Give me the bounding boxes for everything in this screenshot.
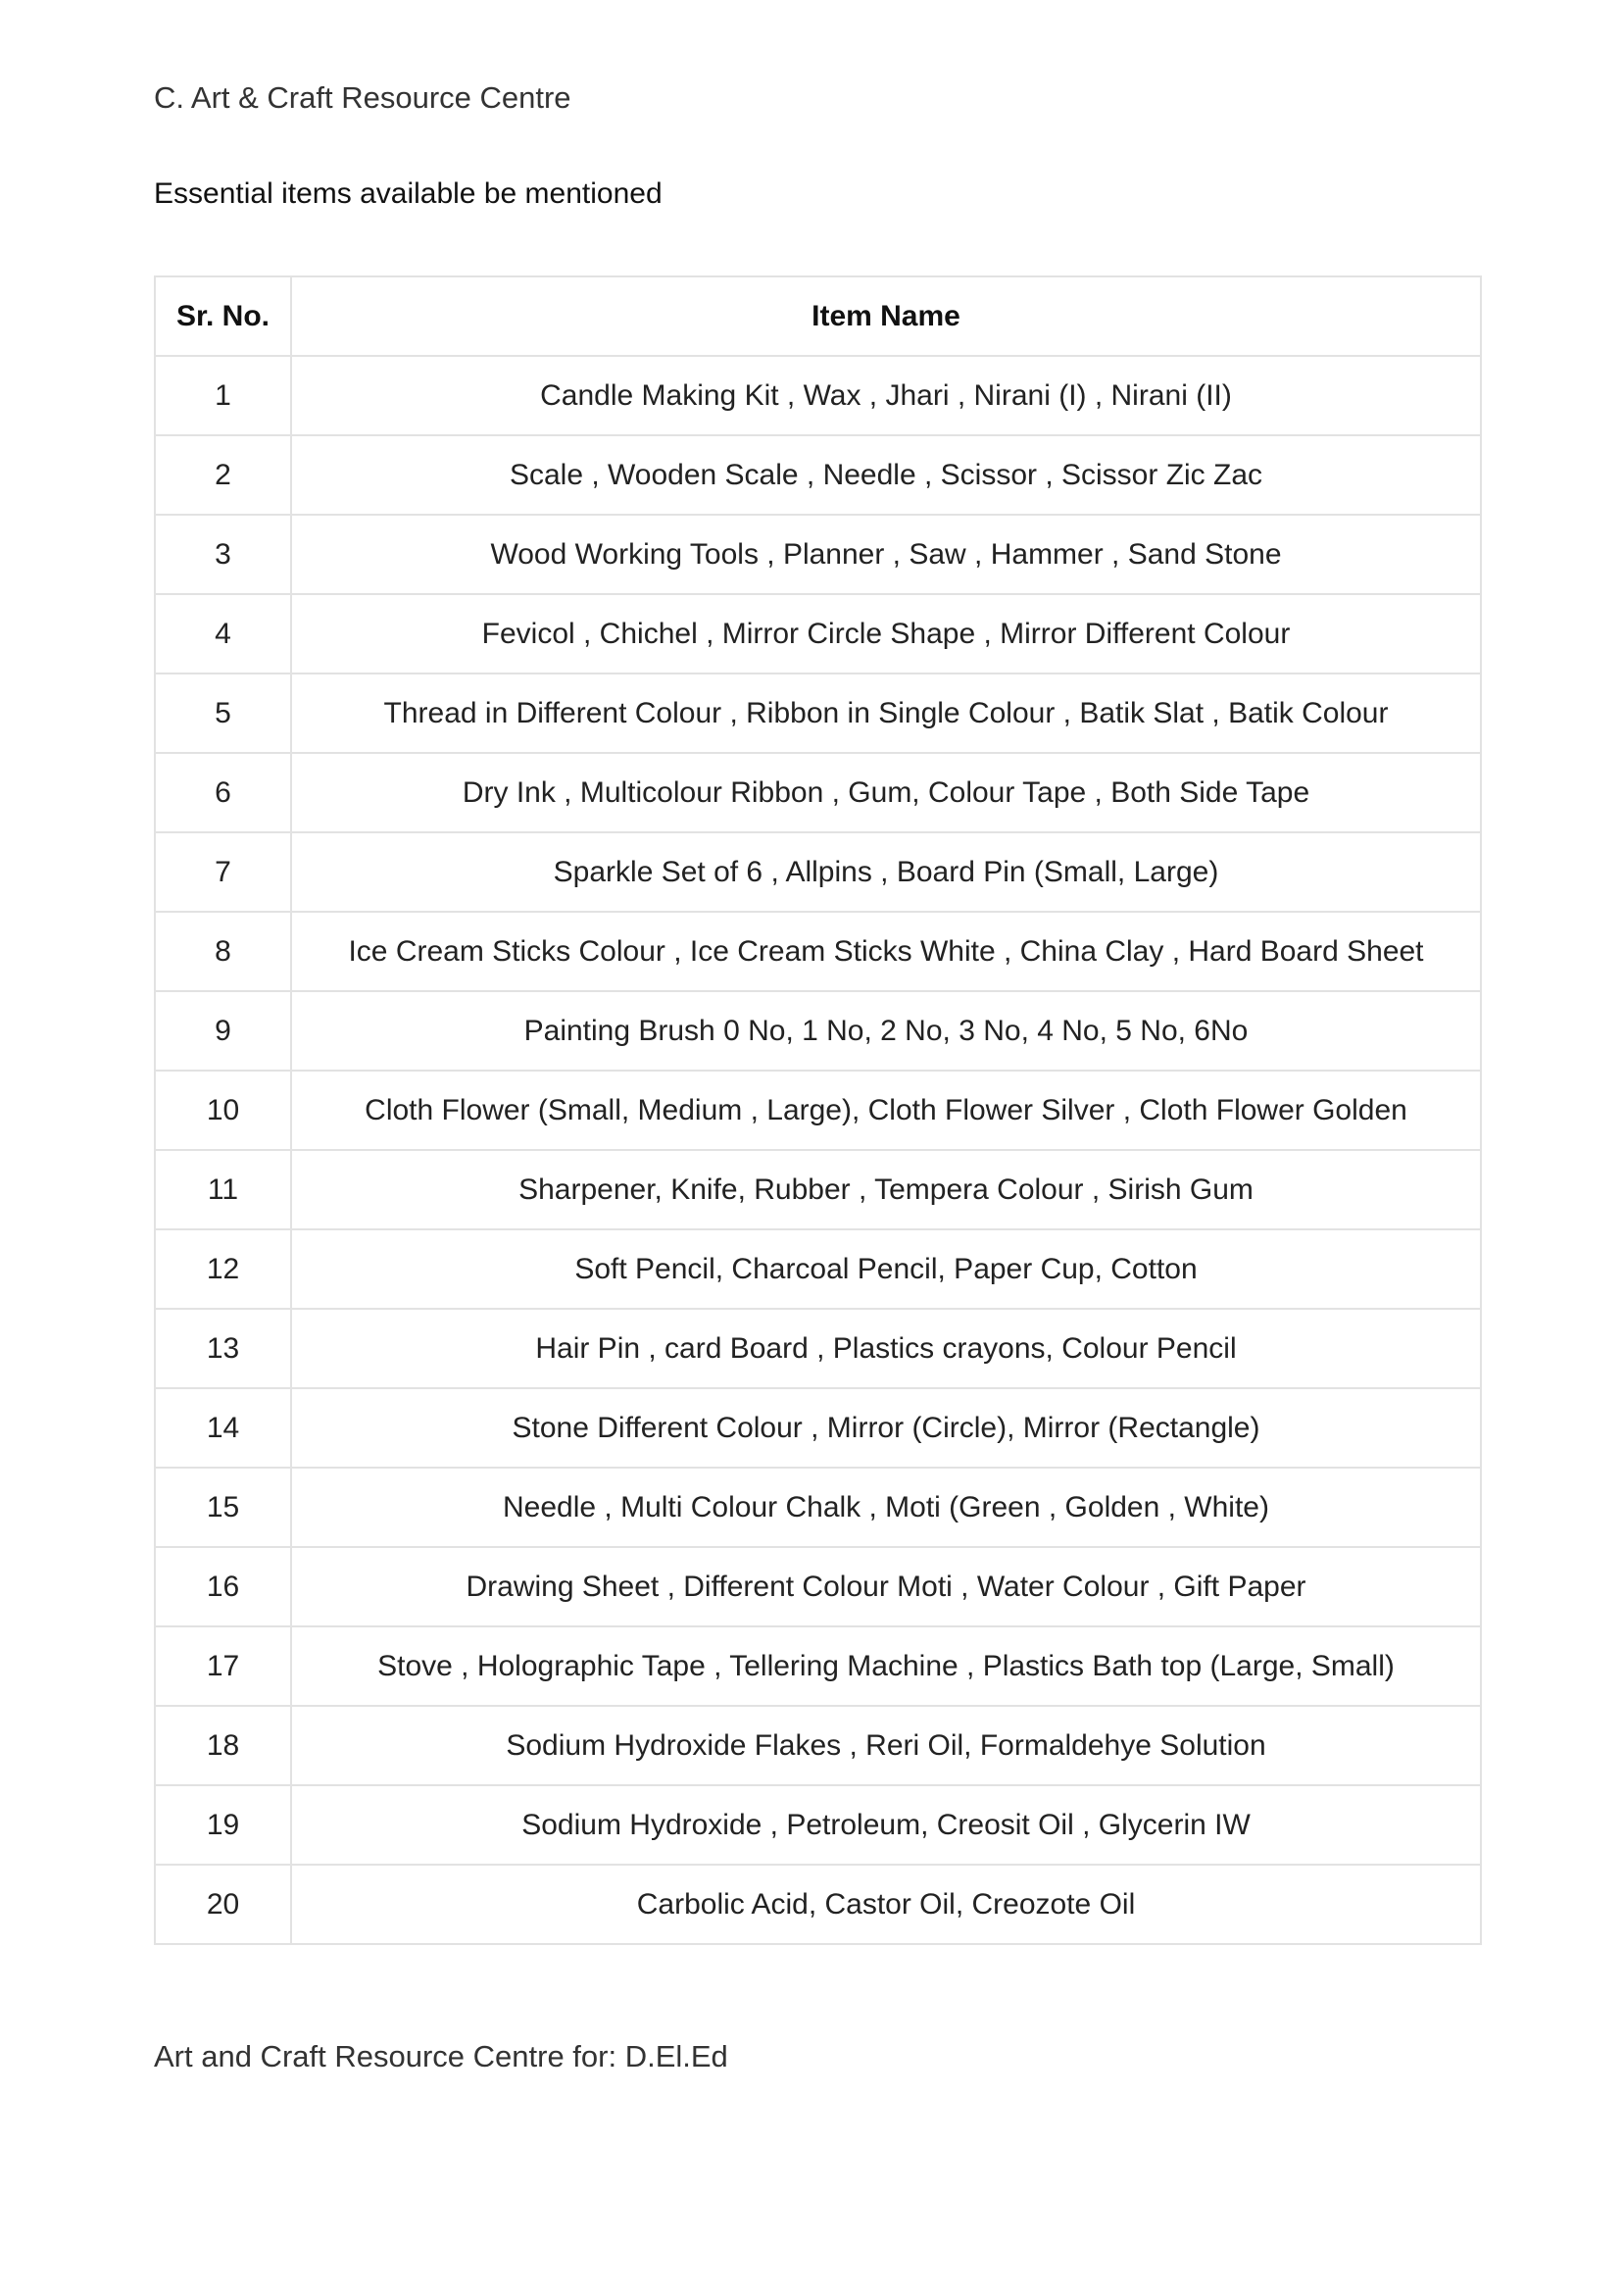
item-name-cell: Sodium Hydroxide , Petroleum, Creosit Oil , Glycerin IW bbox=[291, 1785, 1481, 1865]
table-row bbox=[155, 912, 1481, 991]
item-name-cell: Ice Cream Sticks Colour , Ice Cream Sticks White , China Clay , Hard Board Sheet bbox=[291, 912, 1481, 991]
table-row bbox=[155, 832, 1481, 912]
item-name-cell: Dry Ink , Multicolour Ribbon , Gum, Colour Tape , Both Side Tape bbox=[291, 753, 1481, 832]
sr-no-cell: 11 bbox=[155, 1150, 291, 1229]
table-row bbox=[155, 1229, 1481, 1309]
item-name-cell: Soft Pencil, Charcoal Pencil, Paper Cup, Cotton bbox=[291, 1229, 1481, 1309]
table-row bbox=[155, 1071, 1481, 1150]
item-name-cell: Drawing Sheet , Different Colour Moti , Water Colour , Gift Paper bbox=[291, 1547, 1481, 1626]
item-name-cell: Hair Pin , card Board , Plastics crayons, Colour Pencil bbox=[291, 1309, 1481, 1388]
sr-no-cell: 2 bbox=[155, 435, 291, 515]
table-row bbox=[155, 435, 1481, 515]
sr-no-cell: 13 bbox=[155, 1309, 291, 1388]
item-name-cell: Carbolic Acid, Castor Oil, Creozote Oil bbox=[291, 1865, 1481, 1944]
table-row bbox=[155, 1547, 1481, 1626]
sr-no-cell: 16 bbox=[155, 1547, 291, 1626]
sr-no-cell: 20 bbox=[155, 1865, 291, 1944]
item-name-cell: Sparkle Set of 6 , Allpins , Board Pin (Small, Large) bbox=[291, 832, 1481, 912]
item-name-cell: Wood Working Tools , Planner , Saw , Hammer , Sand Stone bbox=[291, 515, 1481, 594]
items-table bbox=[154, 275, 1482, 1945]
item-name-cell: Painting Brush 0 No, 1 No, 2 No, 3 No, 4 No, 5 No, 6No bbox=[291, 991, 1481, 1071]
item-name-cell: Candle Making Kit , Wax , Jhari , Nirani (I) , Nirani (II) bbox=[291, 356, 1481, 435]
sr-no-cell: 18 bbox=[155, 1706, 291, 1785]
sr-no-cell: 1 bbox=[155, 356, 291, 435]
item-name-cell: Needle , Multi Colour Chalk , Moti (Green , Golden , White) bbox=[291, 1468, 1481, 1547]
sr-no-cell: 12 bbox=[155, 1229, 291, 1309]
table-row bbox=[155, 356, 1481, 435]
table-body bbox=[155, 356, 1481, 1944]
table-row bbox=[155, 1785, 1481, 1865]
table-row bbox=[155, 674, 1481, 753]
item-name-cell: Fevicol , Chichel , Mirror Circle Shape , Mirror Different Colour bbox=[291, 594, 1481, 674]
page-subheading: Essential items available be mentioned bbox=[154, 177, 663, 210]
table-row bbox=[155, 1626, 1481, 1706]
sr-no-cell: 8 bbox=[155, 912, 291, 991]
table-row bbox=[155, 753, 1481, 832]
table-row bbox=[155, 1706, 1481, 1785]
sr-no-cell: 19 bbox=[155, 1785, 291, 1865]
table-row bbox=[155, 1388, 1481, 1468]
table-row bbox=[155, 1309, 1481, 1388]
sr-no-cell: 14 bbox=[155, 1388, 291, 1468]
sr-no-cell: 6 bbox=[155, 753, 291, 832]
sr-no-cell: 5 bbox=[155, 674, 291, 753]
item-name-cell: Thread in Different Colour , Ribbon in Single Colour , Batik Slat , Batik Colour bbox=[291, 674, 1481, 753]
sr-no-cell: 15 bbox=[155, 1468, 291, 1547]
table-row bbox=[155, 594, 1481, 674]
sr-no-cell: 3 bbox=[155, 515, 291, 594]
item-name-cell: Stone Different Colour , Mirror (Circle), Mirror (Rectangle) bbox=[291, 1388, 1481, 1468]
page-footer: Art and Craft Resource Centre for: D.El.Ed bbox=[154, 2039, 728, 2073]
table-row bbox=[155, 991, 1481, 1071]
sr-no-cell: 10 bbox=[155, 1071, 291, 1150]
table-row bbox=[155, 515, 1481, 594]
page-heading: C. Art & Craft Resource Centre bbox=[154, 80, 571, 115]
table-row bbox=[155, 1150, 1481, 1229]
item-name-cell: Stove , Holographic Tape , Tellering Machine , Plastics Bath top (Large, Small) bbox=[291, 1626, 1481, 1706]
header-sr-no: Sr. No. bbox=[155, 276, 291, 356]
header-item-name: Item Name bbox=[291, 276, 1481, 356]
table-row bbox=[155, 1865, 1481, 1944]
item-name-cell: Cloth Flower (Small, Medium , Large), Cloth Flower Silver , Cloth Flower Golden bbox=[291, 1071, 1481, 1150]
sr-no-cell: 4 bbox=[155, 594, 291, 674]
item-name-cell: Sodium Hydroxide Flakes , Reri Oil, Formaldehye Solution bbox=[291, 1706, 1481, 1785]
sr-no-cell: 9 bbox=[155, 991, 291, 1071]
sr-no-cell: 7 bbox=[155, 832, 291, 912]
table-row bbox=[155, 1468, 1481, 1547]
sr-no-cell: 17 bbox=[155, 1626, 291, 1706]
item-name-cell: Scale , Wooden Scale , Needle , Scissor , Scissor Zic Zac bbox=[291, 435, 1481, 515]
table-header-row bbox=[155, 276, 1481, 356]
item-name-cell: Sharpener, Knife, Rubber , Tempera Colour , Sirish Gum bbox=[291, 1150, 1481, 1229]
